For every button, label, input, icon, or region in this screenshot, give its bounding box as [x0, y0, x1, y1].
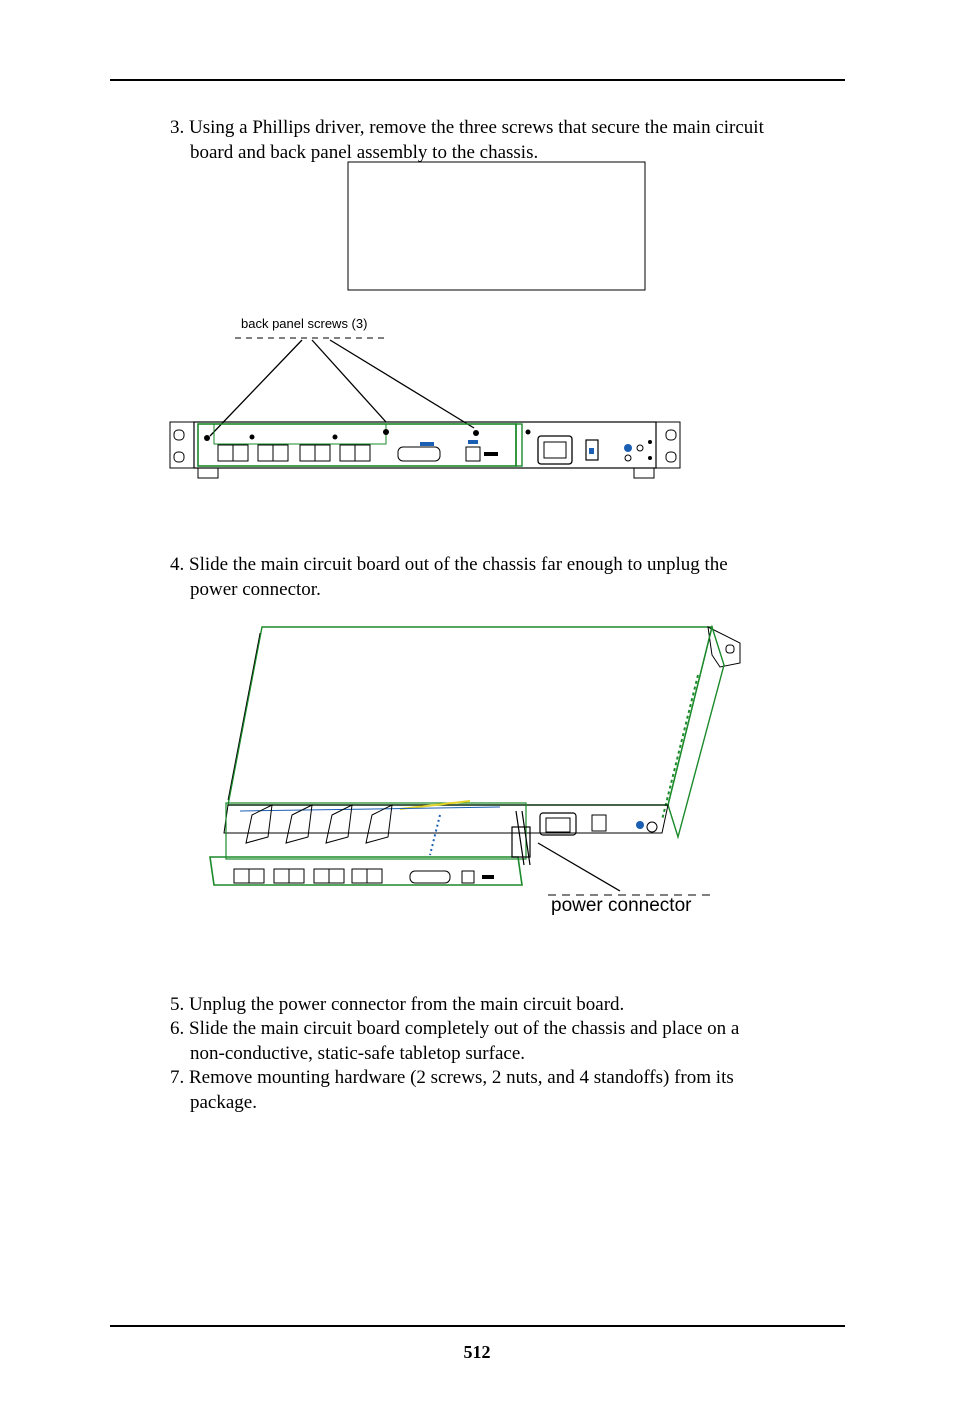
- power-callout-label: power connector: [551, 895, 692, 916]
- step-3-line1: 3. Using a Phillips driver, remove the three screws that secure the main circuit: [170, 117, 764, 138]
- header-rule: [110, 79, 845, 81]
- chassis-top: [228, 627, 712, 805]
- rj-port: [466, 447, 480, 461]
- screws-callout-label: back panel screws (3): [241, 316, 368, 331]
- step-3-line2: board and back panel assembly to the chassis.: [190, 142, 539, 163]
- step-6: [170, 1016, 850, 1066]
- power-callout-leader: [538, 843, 620, 891]
- port-group-2: [258, 445, 288, 461]
- chassis-side: [668, 627, 724, 837]
- step-6-line1: 6. Slide the main circuit board completely out of the chassis and place on a: [170, 1018, 740, 1039]
- figure-placeholder-box: [348, 162, 645, 290]
- step-4-line1: 4. Slide the main circuit board out of the chassis far enough to unplug the: [170, 554, 728, 575]
- footer-rule: [110, 1325, 845, 1327]
- step-4-line2: power connector.: [190, 579, 321, 600]
- board-slide-out-figure: [200, 615, 770, 915]
- screw-1: [204, 435, 210, 441]
- step-6-line2: non-conductive, static-safe tabletop surface.: [190, 1043, 525, 1064]
- step-7: [170, 1065, 850, 1115]
- port-group-1: [218, 445, 248, 461]
- page-number: 512: [463, 1342, 491, 1362]
- step-5: [170, 992, 850, 1017]
- step-7-line1: 7. Remove mounting hardware (2 screws, 2 nuts, and 4 standoffs) from its: [170, 1067, 734, 1088]
- db-connector: [398, 447, 440, 461]
- port-group-3: [300, 445, 330, 461]
- power-inlet: [538, 436, 572, 464]
- port-group-4: [340, 445, 370, 461]
- step-4: [170, 552, 850, 602]
- back-panel-front: [210, 857, 522, 885]
- screw-3: [473, 430, 479, 436]
- step-3: [170, 115, 850, 165]
- fig2-ports: [234, 869, 382, 883]
- screw-2: [383, 429, 389, 435]
- step-7-line2: package.: [190, 1092, 257, 1113]
- power-connector-cable: [512, 811, 530, 865]
- step-5-line1: 5. Unplug the power connector from the main circuit board.: [170, 994, 625, 1015]
